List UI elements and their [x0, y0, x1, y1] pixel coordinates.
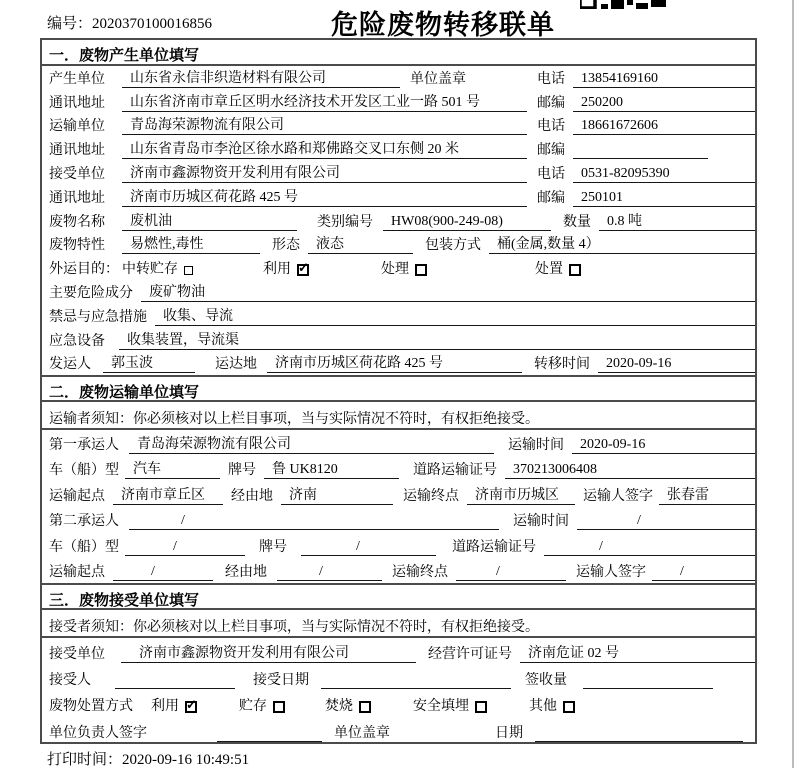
- measures-value: 收集、导流: [155, 305, 755, 326]
- qr-code-partial-icon: [580, 0, 666, 9]
- transporter-row: [42, 114, 755, 138]
- equipment-label: 应急设备: [49, 333, 105, 349]
- vehicle-type-label: 车（船）型: [49, 539, 119, 555]
- origin-value: /: [113, 564, 213, 581]
- hazard-row: [42, 280, 755, 304]
- print-time-label: 打印时间：: [47, 752, 123, 768]
- print-time: [47, 748, 249, 768]
- transporter-label: 运输单位: [49, 119, 105, 135]
- phone-label: 电话: [537, 166, 565, 182]
- carrier2-label: 第二承运人: [49, 514, 119, 530]
- permit-value: 370213006408: [505, 462, 755, 479]
- phone-value: 13854169160: [573, 71, 755, 88]
- address-value: 济南市历城区荷花路 425 号: [122, 186, 527, 207]
- measures-row: [42, 304, 755, 328]
- transport-time-label: 运输时间: [508, 437, 564, 453]
- accept-unit-label: 接受单位: [49, 646, 105, 662]
- date-value: [535, 741, 743, 742]
- address-label: 通讯地址: [49, 190, 105, 206]
- vehicle-type-value: 汽车: [125, 458, 220, 479]
- accept-date-value: [321, 688, 511, 689]
- quantity-label: 数量: [563, 214, 591, 230]
- carrier1-value: 青岛海荣源物流有限公司: [129, 433, 494, 454]
- phone-value: 0531-82095390: [573, 166, 755, 183]
- disposal-label: 废物处置方式: [49, 699, 133, 715]
- carrier1-row: [42, 430, 755, 456]
- vehicle2-row: [42, 532, 755, 558]
- date-label: 日期: [495, 725, 523, 741]
- waste-name-value: 废机油: [122, 210, 297, 231]
- via-value: 济南: [281, 484, 393, 505]
- page-title: 危险废物转移联单: [331, 10, 555, 40]
- plate-value: /: [301, 539, 436, 556]
- transporter-value: 青岛海荣源物流有限公司: [122, 114, 527, 135]
- producer-row: [42, 66, 755, 90]
- option-label: 其他: [529, 699, 557, 715]
- packaging-label: 包装方式: [425, 238, 481, 254]
- permit-label: 道路运输证号: [452, 539, 536, 555]
- endpoint-label: 运输终点: [392, 565, 448, 581]
- transport-time-label: 运输时间: [513, 514, 569, 530]
- via-label: 经由地: [225, 565, 267, 581]
- section3-notice: 接受者须知：你必须核对以上栏目事项，当与实际情况不符时，有权拒绝接受。: [42, 610, 755, 638]
- plate-label: 牌号: [228, 463, 256, 479]
- endpoint-value: /: [456, 564, 566, 581]
- receiver-label: 接受单位: [49, 166, 105, 182]
- route1-row: [42, 481, 755, 507]
- option-label: 利用: [151, 699, 179, 715]
- plate-value: 鲁 UK8120: [264, 458, 399, 479]
- origin-label: 运输起点: [49, 565, 105, 581]
- section2-header: 二．废物运输单位填写: [42, 375, 755, 402]
- producer-address-row: [42, 90, 755, 114]
- transporter-address-row: [42, 137, 755, 161]
- zip-label: 邮编: [537, 143, 565, 159]
- form-value: 液态: [308, 233, 413, 254]
- route2-row: [42, 558, 755, 584]
- acceptor-value: [115, 688, 235, 689]
- checkbox-unchecked-icon: [359, 701, 371, 713]
- zip-value: [573, 158, 708, 159]
- zip-value: 250200: [573, 95, 755, 112]
- address-value: 山东省济南市章丘区明水经济技术开发区工业一路 501 号: [122, 91, 527, 112]
- equipment-row: [42, 328, 755, 352]
- checkbox-unchecked-icon: [415, 264, 427, 276]
- license-value: 济南危证 02 号: [520, 642, 755, 663]
- accept-unit-value: 济南市鑫源物资开发利用有限公司: [121, 642, 416, 663]
- quantity-value: 0.8 吨: [599, 210, 755, 231]
- measures-label: 禁忌与应急措施: [49, 309, 147, 325]
- purpose-row: [42, 256, 755, 280]
- checkbox-unchecked-icon: [569, 264, 581, 276]
- signature-label: 运输人签字: [576, 565, 646, 581]
- responsible-signature-value: [217, 741, 322, 742]
- checkbox-unchecked-icon: [273, 701, 285, 713]
- address-label: 通讯地址: [49, 143, 105, 159]
- category-value: HW08(900-249-08): [383, 214, 551, 231]
- print-time-value: 2020-09-16 10:49:51: [122, 752, 250, 768]
- address-label: 通讯地址: [49, 95, 105, 111]
- section2-notice: 运输者须知：你必须核对以上栏目事项，当与实际情况不符时，有权拒绝接受。: [42, 402, 755, 430]
- vehicle-type-value: /: [125, 539, 245, 556]
- plate-label: 牌号: [259, 539, 287, 555]
- form-label: 形态: [272, 238, 300, 254]
- acceptor-row: [42, 665, 755, 691]
- via-value: /: [277, 564, 382, 581]
- signature-label: 运输人签字: [583, 488, 653, 504]
- shipper-label: 发运人: [49, 357, 91, 373]
- transfer-time-value: 2020-09-16: [598, 356, 755, 373]
- endpoint-value: 济南市历城区: [467, 484, 575, 505]
- disposal-row: [42, 691, 755, 717]
- waste-name-row: [42, 209, 755, 233]
- shipper-row: [42, 352, 755, 376]
- carrier2-value: /: [129, 513, 499, 530]
- phone-value: 18661672606: [573, 118, 755, 135]
- zip-label: 邮编: [537, 95, 565, 111]
- acceptor-label: 接受人: [49, 672, 91, 688]
- signature-value: 张春雷: [659, 484, 755, 505]
- option-label: 处置: [535, 262, 563, 278]
- checkbox-unchecked-icon: [184, 266, 193, 275]
- producer-value: 山东省永信非织造材料有限公司: [122, 67, 400, 88]
- option-label: 安全填埋: [413, 699, 469, 715]
- carrier1-label: 第一承运人: [49, 437, 119, 453]
- signature-value: /: [652, 564, 755, 581]
- zip-label: 邮编: [537, 190, 565, 206]
- checkbox-unchecked-icon: [563, 701, 575, 713]
- receiver-value: 济南市鑫源物资开发利用有限公司: [122, 162, 527, 183]
- transport-time-value: /: [577, 513, 755, 530]
- endpoint-label: 运输终点: [403, 488, 459, 504]
- permit-label: 道路运输证号: [413, 463, 497, 479]
- option-label: 中转贮存: [122, 262, 178, 278]
- transport-time-value: 2020-09-16: [572, 437, 755, 454]
- checkbox-checked-icon: [297, 264, 309, 276]
- waste-name-label: 废物名称: [49, 214, 105, 230]
- page-edge-line: [792, 0, 794, 768]
- category-label: 类别编号: [317, 214, 373, 230]
- checkbox-checked-icon: [185, 701, 197, 713]
- origin-label: 运输起点: [49, 488, 105, 504]
- license-label: 经营许可证号: [428, 646, 512, 662]
- props-label: 废物特性: [49, 238, 105, 254]
- vehicle1-row: [42, 456, 755, 482]
- via-label: 经由地: [231, 488, 273, 504]
- address-value: 山东省青岛市李沧区徐水路和郑佛路交叉口东侧 20 米: [122, 138, 527, 159]
- received-qty-value: [583, 688, 713, 689]
- shipper-value: 郭玉波: [103, 352, 195, 373]
- option-label: 焚烧: [325, 699, 353, 715]
- checkbox-unchecked-icon: [475, 701, 487, 713]
- hazard-label: 主要危险成分: [49, 285, 133, 301]
- doc-number-label: 编号：: [47, 16, 93, 32]
- section3-header: 三．废物接受单位填写: [42, 583, 755, 610]
- transfer-time-label: 转移时间: [534, 357, 590, 373]
- responsible-signature-label: 单位负责人签字: [49, 725, 147, 741]
- destination-label: 运达地: [215, 357, 257, 373]
- carrier2-row: [42, 507, 755, 533]
- packaging-value: 桶(金属,数量 4）: [489, 233, 755, 254]
- vehicle-type-label: 车（船）型: [49, 463, 119, 479]
- zip-value: 250101: [573, 190, 755, 207]
- waste-props-row: [42, 233, 755, 257]
- section1-header: 一．废物产生单位填写: [42, 40, 755, 66]
- permit-value: /: [544, 539, 755, 556]
- phone-label: 电话: [537, 71, 565, 87]
- option-label: 贮存: [239, 699, 267, 715]
- unit-seal-label: 单位盖章: [334, 725, 390, 741]
- responsible-signature-row: [42, 717, 755, 743]
- accept-unit-row: [42, 638, 755, 664]
- equipment-value: 收集装置，导流渠: [119, 329, 755, 350]
- option-label: 处理: [381, 262, 409, 278]
- option-label: 利用: [263, 262, 291, 278]
- receiver-row: [42, 161, 755, 185]
- receiver-address-row: [42, 185, 755, 209]
- producer-label: 产生单位: [49, 71, 105, 87]
- seal-label: 单位盖章: [410, 71, 466, 87]
- doc-number-value: 2020370100016856: [92, 16, 213, 32]
- destination-value: 济南市历城区荷花路 425 号: [267, 352, 522, 373]
- purpose-label: 外运目的：: [49, 262, 119, 278]
- origin-value: 济南市章丘区: [113, 484, 223, 505]
- manifest-form: [40, 38, 757, 744]
- phone-label: 电话: [537, 119, 565, 135]
- hazard-value: 废矿物油: [141, 281, 755, 302]
- received-qty-label: 签收量: [525, 672, 567, 688]
- props-value: 易燃性,毒性: [122, 233, 260, 254]
- accept-date-label: 接受日期: [253, 672, 309, 688]
